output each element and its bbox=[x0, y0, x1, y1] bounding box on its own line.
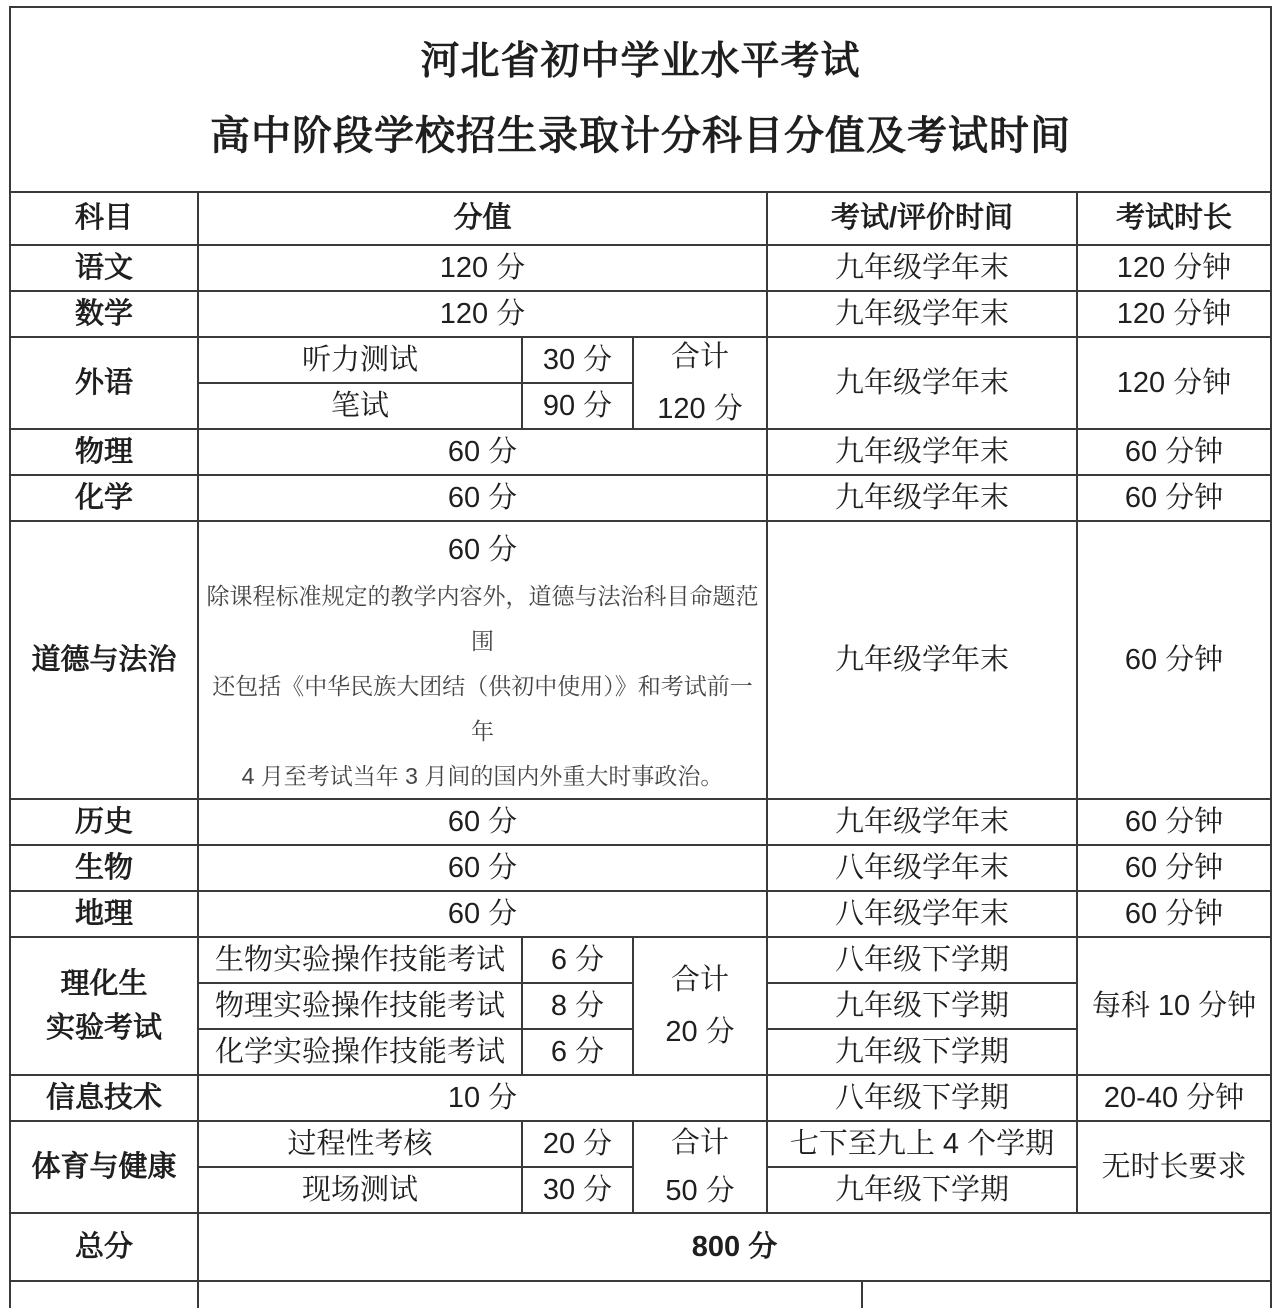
row-morality-subject: 道德与法治 bbox=[10, 521, 198, 799]
title-row bbox=[10, 7, 1271, 192]
row-chemistry-subject: 化学 bbox=[10, 475, 198, 521]
row-chemistry-time: 九年级学年末 bbox=[767, 475, 1077, 521]
row-lab-subject-line2: 实验考试 bbox=[45, 1012, 162, 1045]
row-chinese-duration: 120 分钟 bbox=[1077, 245, 1271, 291]
row-pe-1 bbox=[10, 1121, 1271, 1167]
row-history-duration: 60 分钟 bbox=[1077, 799, 1271, 845]
row-math-duration: 120 分钟 bbox=[1077, 291, 1271, 337]
row-math-time: 九年级学年末 bbox=[767, 291, 1077, 337]
row-morality-time: 九年级学年末 bbox=[767, 521, 1077, 799]
row-physics bbox=[10, 429, 1271, 475]
row-math-score: 120 分 bbox=[198, 291, 767, 337]
row-morality bbox=[10, 521, 1271, 799]
row-morality-note-line3: 4 月至考试当年 3 月间的国内外重大时事政治。 bbox=[241, 762, 724, 789]
header-duration: 考试时长 bbox=[1077, 192, 1271, 245]
row-lab-1 bbox=[10, 937, 1271, 983]
row-lab-part3-score: 6 分 bbox=[522, 1029, 633, 1075]
row-biology-duration: 60 分钟 bbox=[1077, 845, 1271, 891]
row-pe-total-label: 合计 bbox=[670, 1127, 729, 1160]
row-biology-time: 八年级学年末 bbox=[767, 845, 1077, 891]
row-foreign-part1-name: 听力测试 bbox=[198, 337, 522, 383]
row-math bbox=[10, 291, 1271, 337]
row-lab-part3-name: 化学实验操作技能考试 bbox=[198, 1029, 522, 1075]
row-chinese-score: 120 分 bbox=[198, 245, 767, 291]
row-lab-total-label: 合计 bbox=[670, 964, 729, 997]
row-biology-subject: 生物 bbox=[10, 845, 198, 891]
row-history-score: 60 分 bbox=[198, 799, 767, 845]
row-geography-duration: 60 分钟 bbox=[1077, 891, 1271, 937]
row-total-subject: 总分 bbox=[10, 1213, 198, 1281]
header-row bbox=[10, 192, 1271, 245]
header-subject: 科目 bbox=[10, 192, 198, 245]
row-lab-part2-score: 8 分 bbox=[522, 983, 633, 1029]
row-history-subject: 历史 bbox=[10, 799, 198, 845]
row-morality-note-line1: 除课程标准规定的教学内容外，道德与法治科目命题范围 bbox=[206, 583, 759, 655]
row-total-score: 800 分 bbox=[198, 1213, 1271, 1281]
exam-schedule-table bbox=[9, 6, 1272, 1308]
row-lab-subject-line1: 理化生 bbox=[60, 967, 148, 1000]
title-block bbox=[10, 7, 1271, 192]
row-math-subject: 数学 bbox=[10, 291, 198, 337]
row-pe-part1-name: 过程性考核 bbox=[198, 1121, 522, 1167]
row-lab-part2-time: 九年级下学期 bbox=[767, 983, 1077, 1029]
row-lab-part3-time: 九年级下学期 bbox=[767, 1029, 1077, 1075]
row-lab-part2-name: 物理实验操作技能考试 bbox=[198, 983, 522, 1029]
row-lab-total bbox=[633, 937, 767, 1075]
row-morality-note-line2: 还包括《中华民族大团结（供初中使用）》和考试前一年 bbox=[212, 672, 753, 744]
row-total bbox=[10, 1213, 1271, 1281]
row-lab-subject bbox=[10, 937, 198, 1075]
page-subtitle: 高中阶段学校招生录取计分科目分值及考试时间 bbox=[210, 113, 1072, 158]
row-chemistry-duration: 60 分钟 bbox=[1077, 475, 1271, 521]
row-partial-cutoff bbox=[10, 1281, 1271, 1308]
row-pe-part1-score: 20 分 bbox=[522, 1121, 633, 1167]
header-exam-time: 考试/评价时间 bbox=[767, 192, 1077, 245]
row-lab-part1-name: 生物实验操作技能考试 bbox=[198, 937, 522, 983]
row-geography bbox=[10, 891, 1271, 937]
row-foreign-total-score: 120 分 bbox=[657, 393, 743, 425]
partial-divider-2 bbox=[861, 1282, 863, 1308]
row-physics-score: 60 分 bbox=[198, 429, 767, 475]
row-lab-duration: 每科 10 分钟 bbox=[1077, 937, 1271, 1075]
row-it-duration: 20-40 分钟 bbox=[1077, 1075, 1271, 1121]
row-foreign-part2-score: 90 分 bbox=[522, 383, 633, 429]
row-morality-score-cell bbox=[198, 521, 767, 799]
row-biology bbox=[10, 845, 1271, 891]
row-geography-subject: 地理 bbox=[10, 891, 198, 937]
row-chinese-subject: 语文 bbox=[10, 245, 198, 291]
header-score: 分值 bbox=[198, 192, 767, 245]
row-it-subject: 信息技术 bbox=[10, 1075, 198, 1121]
row-foreign-duration: 120 分钟 bbox=[1077, 337, 1271, 429]
row-foreign-total bbox=[633, 337, 767, 429]
row-it-time: 八年级下学期 bbox=[767, 1075, 1077, 1121]
partial-row-cell bbox=[10, 1281, 1271, 1308]
row-it bbox=[10, 1075, 1271, 1121]
row-foreign-total-label: 合计 bbox=[670, 340, 729, 373]
row-foreign-subject: 外语 bbox=[10, 337, 198, 429]
row-pe-part2-score: 30 分 bbox=[522, 1167, 633, 1213]
row-physics-subject: 物理 bbox=[10, 429, 198, 475]
partial-divider-1 bbox=[197, 1282, 199, 1308]
row-foreign-part1-score: 30 分 bbox=[522, 337, 633, 383]
row-chinese-time: 九年级学年末 bbox=[767, 245, 1077, 291]
row-pe-duration: 无时长要求 bbox=[1077, 1121, 1271, 1213]
row-pe-subject: 体育与健康 bbox=[10, 1121, 198, 1213]
row-chemistry-score: 60 分 bbox=[198, 475, 767, 521]
row-chemistry bbox=[10, 475, 1271, 521]
row-history-time: 九年级学年末 bbox=[767, 799, 1077, 845]
page-title: 河北省初中学业水平考试 bbox=[420, 40, 861, 84]
row-lab-part1-time: 八年级下学期 bbox=[767, 937, 1077, 983]
row-morality-duration: 60 分钟 bbox=[1077, 521, 1271, 799]
row-foreign-part2-name: 笔试 bbox=[198, 383, 522, 429]
row-physics-time: 九年级学年末 bbox=[767, 429, 1077, 475]
row-lab-total-score: 20 分 bbox=[665, 1016, 735, 1049]
row-geography-score: 60 分 bbox=[198, 891, 767, 937]
row-pe-total bbox=[633, 1121, 767, 1213]
row-it-score: 10 分 bbox=[198, 1075, 767, 1121]
row-physics-duration: 60 分钟 bbox=[1077, 429, 1271, 475]
row-morality-score: 60 分 bbox=[447, 534, 518, 566]
row-pe-part2-name: 现场测试 bbox=[198, 1167, 522, 1213]
row-lab-part1-score: 6 分 bbox=[522, 937, 633, 983]
row-foreign-1 bbox=[10, 337, 1271, 383]
row-pe-part2-time: 九年级下学期 bbox=[767, 1167, 1077, 1213]
row-geography-time: 八年级学年末 bbox=[767, 891, 1077, 937]
row-pe-part1-time: 七下至九上 4 个学期 bbox=[767, 1121, 1077, 1167]
row-pe-total-score: 50 分 bbox=[665, 1175, 735, 1208]
row-chinese bbox=[10, 245, 1271, 291]
row-foreign-time: 九年级学年末 bbox=[767, 337, 1077, 429]
row-history bbox=[10, 799, 1271, 845]
row-biology-score: 60 分 bbox=[198, 845, 767, 891]
